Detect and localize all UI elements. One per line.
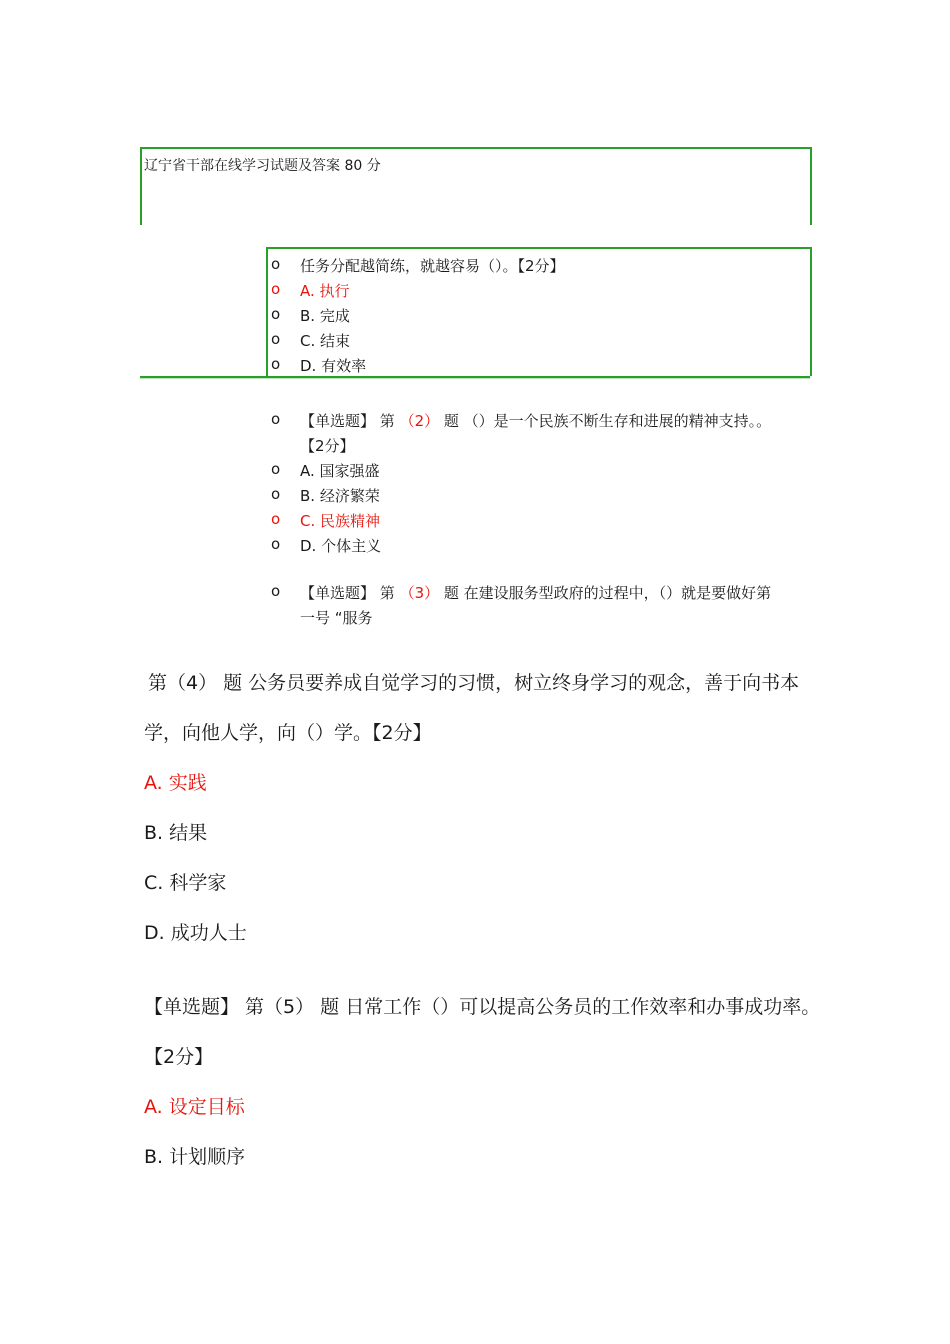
question-5-option-a: A. 设定目标 bbox=[144, 1096, 245, 1118]
question-2-score: 【2分】 bbox=[300, 437, 355, 455]
question-4-line-1: 第（4） 题 公务员要养成自觉学习的习惯，树立终身学习的观念，善于向书本 bbox=[148, 672, 800, 694]
question-2-option-c: C. 民族精神 bbox=[300, 512, 381, 530]
bullet: o bbox=[271, 255, 281, 273]
question-2-option-d: D. 个体主义 bbox=[300, 537, 382, 555]
question-2-option-a: A. 国家强盛 bbox=[300, 462, 380, 480]
bullet: o bbox=[271, 582, 281, 600]
question-4-option-c: C. 科学家 bbox=[144, 872, 227, 894]
bullet: o bbox=[271, 535, 281, 553]
question-3-text bbox=[300, 582, 771, 603]
question-2-suffix: 题 （）是一个民族不断生存和进展的精神支持。。 bbox=[443, 412, 772, 430]
question-1-text: 任务分配越简练，就越容易（）。【2分】 bbox=[300, 257, 565, 275]
question-4-option-a: A. 实践 bbox=[144, 772, 207, 794]
title-box bbox=[140, 147, 812, 225]
question-4-line-2: 学，向他人学，向（）学。【2分】 bbox=[144, 722, 432, 744]
bullet: o bbox=[271, 305, 281, 323]
question-2-option-b: B. 经济繁荣 bbox=[300, 487, 380, 505]
bullet: o bbox=[271, 410, 281, 428]
question-1-option-b: B. 完成 bbox=[300, 307, 350, 325]
question-1-divider bbox=[140, 376, 810, 378]
question-2-text bbox=[300, 410, 771, 431]
question-5-line-1: 【单选题】 第（5） 题 日常工作（）可以提高公务员的工作效率和办事成功率。 bbox=[144, 996, 821, 1018]
bullet: o bbox=[271, 460, 281, 478]
question-3-prefix: 【单选题】 第 bbox=[300, 584, 395, 602]
bullet: o bbox=[271, 485, 281, 503]
question-5-option-b: B. 计划顺序 bbox=[144, 1146, 246, 1168]
question-1-option-c: C. 结束 bbox=[300, 332, 351, 350]
document-title: 辽宁省干部在线学习试题及答案 80 分 bbox=[144, 158, 381, 174]
question-3-number: （3） bbox=[399, 584, 440, 602]
bullet: o bbox=[271, 355, 281, 373]
question-3-suffix: 题 在建设服务型政府的过程中，（）就是要做好第 bbox=[443, 584, 772, 602]
question-2-prefix: 【单选题】 第 bbox=[300, 412, 395, 430]
question-1-option-a: A. 执行 bbox=[300, 282, 350, 300]
question-4-option-d: D. 成功人士 bbox=[144, 922, 247, 944]
bullet: o bbox=[271, 330, 281, 348]
bullet: o bbox=[271, 510, 281, 528]
question-1-option-d: D. 有效率 bbox=[300, 357, 367, 375]
question-2-number: （2） bbox=[399, 412, 440, 430]
question-4-option-b: B. 结果 bbox=[144, 822, 208, 844]
question-5-line-2: 【2分】 bbox=[144, 1046, 214, 1068]
question-3-line-2: 一号 “服务 bbox=[300, 609, 373, 627]
bullet: o bbox=[271, 280, 281, 298]
